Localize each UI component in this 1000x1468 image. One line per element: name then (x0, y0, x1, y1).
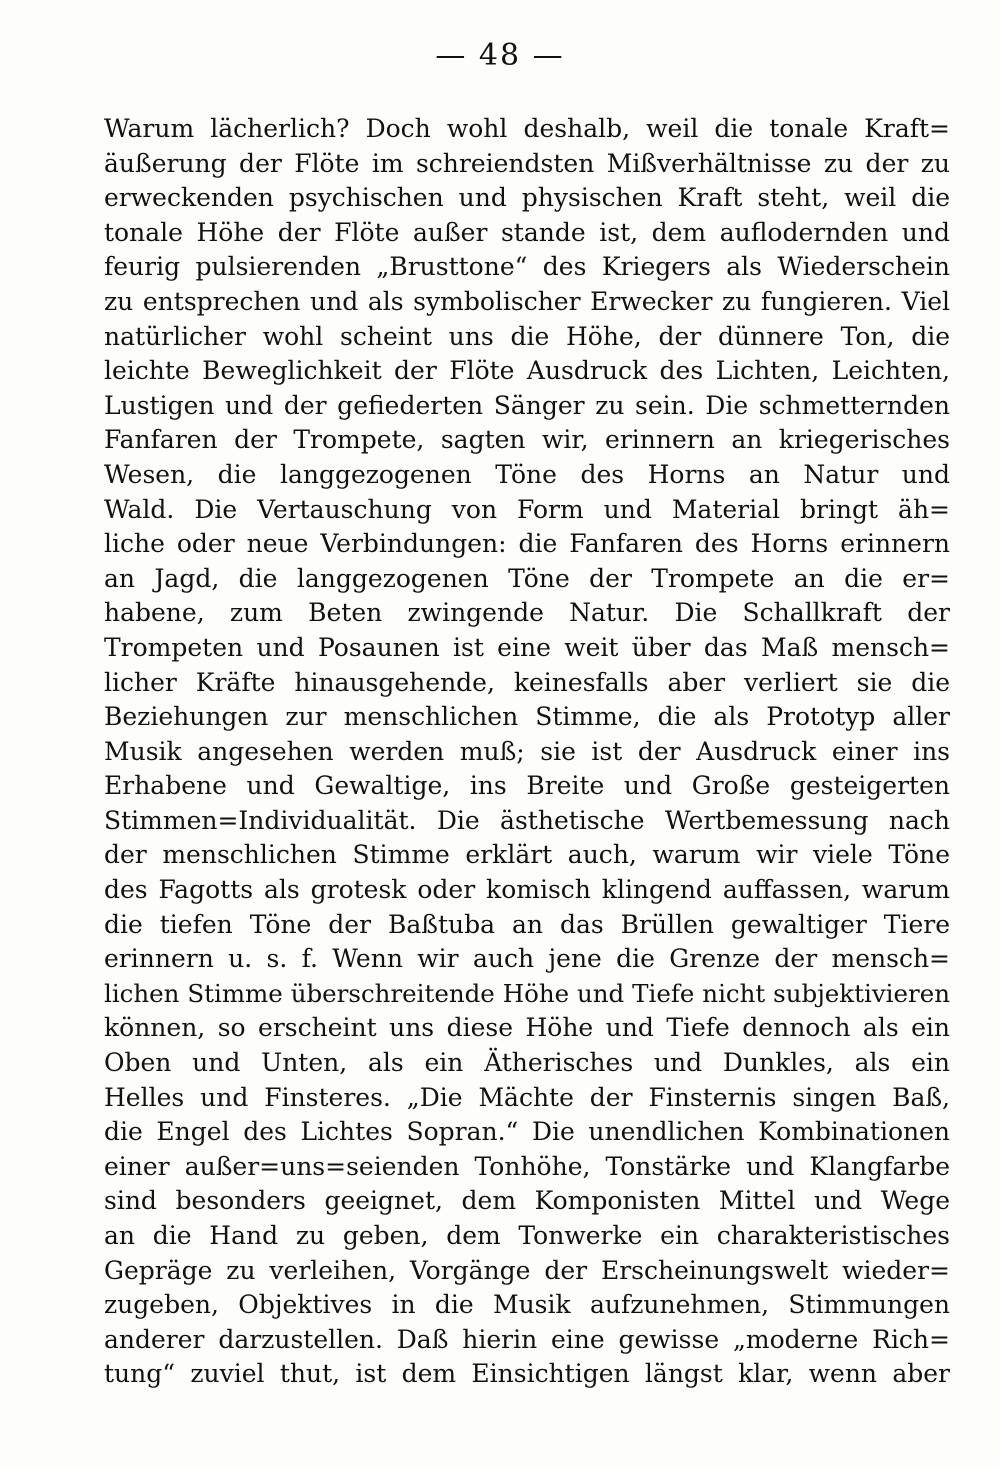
page-number: — 48 — (435, 38, 565, 73)
text-line: Trompeten und Posaunen ist eine weit über das Maß mensch= (104, 632, 950, 662)
text-line: Beziehungen zur menschlichen Stimme, die als Prototyp aller (104, 702, 950, 732)
text-line: zugeben, Objektives in die Musik aufzunehmen, Stimmungen (104, 1290, 950, 1320)
text-line: Gepräge zu verleihen, Vorgänge der Erscheinungswelt wieder= (104, 1255, 950, 1285)
text-line: leichte Beweglichkeit der Flöte Ausdruck des Lichten, Leichten, (104, 356, 950, 386)
text-line: tonale Höhe der Flöte außer stande ist, dem auflodernden und (104, 217, 950, 247)
text-line: die tiefen Töne der Baßtuba an das Brüllen gewaltiger Tiere (104, 909, 950, 939)
text-line: der menschlichen Stimme erklärt auch, warum wir viele Töne (104, 840, 950, 870)
text-line: an Jagd, die langgezogenen Töne der Trompete an die er= (104, 563, 950, 593)
text-line: erinnern u. s. f. Wenn wir auch jene die Grenze der mensch= (104, 944, 950, 974)
text-line: Wald. Die Vertauschung von Form und Material bringt äh= (104, 494, 950, 524)
text-line: können, so erscheint uns diese Höhe und Tiefe dennoch als ein (104, 1013, 950, 1043)
text-line: Stimmen=Individualität. Die ästhetische Wertbemessung nach (104, 805, 950, 835)
text-line: Oben und Unten, als ein Ätherisches und Dunkles, als ein (104, 1048, 950, 1078)
text-line: Lustigen und der gefiederten Sänger zu sein. Die schmetternden (104, 390, 950, 420)
text-line: sind besonders geeignet, dem Komponisten Mittel und Wege (104, 1186, 950, 1216)
text-line: licher Kräfte hinausgehende, keinesfalls aber verliert sie die (104, 667, 950, 697)
text-line: feurig pulsierenden „Brusttone“ des Kriegers als Wiederschein (104, 252, 950, 282)
text-line: liche oder neue Verbindungen: die Fanfaren des Horns erinnern (104, 529, 950, 559)
text-line: des Fagotts als grotesk oder komisch klingend auffassen, warum (104, 875, 950, 905)
text-line: Erhabene und Gewaltige, ins Breite und Große gesteigerten (104, 771, 950, 801)
text-line: natürlicher wohl scheint uns die Höhe, der dünnere Ton, die (104, 321, 950, 351)
text-line: Warum lächerlich? Doch wohl deshalb, weil die tonale Kraft= (104, 114, 950, 143)
text-line: äußerung der Flöte im schreiendsten Mißverhältnisse zu der zu (104, 148, 950, 178)
text-line: an die Hand zu geben, dem Tonwerke ein charakteristisches (104, 1221, 950, 1250)
text-line: habene, zum Beten zwingende Natur. Die Schallkraft der (104, 598, 950, 628)
text-line: die Engel des Lichtes Sopran.“ Die unendlichen Kombinationen (104, 1117, 950, 1147)
text-line: tung“ zuviel thut, ist dem Einsichtigen längst klar, wenn aber (104, 1359, 950, 1389)
text-line: Fanfaren der Trompete, sagten wir, erinnern an kriegerisches (104, 425, 950, 455)
text-line: lichen Stimme überschreitende Höhe und Tiefe nicht subjektivieren (104, 978, 950, 1008)
text-line: erweckenden psychischen und physischen Kraft steht, weil die (104, 183, 950, 213)
text-line: einer außer=uns=seienden Tonhöhe, Tonstärke und Klangfarbe (104, 1151, 950, 1181)
text-line: zu entsprechen und als symbolischer Erwecker zu fungieren. Viel (104, 286, 950, 316)
text-line: Helles und Finsteres. „Die Mächte der Finsternis singen Baß, (104, 1082, 950, 1112)
text-line: Musik angesehen werden muß; sie ist der Ausdruck einer ins (104, 736, 950, 766)
text-line: Wesen, die langgezogenen Töne des Horns an Natur und (104, 459, 950, 489)
text-line: anderer darzustellen. Daß hierin eine gewisse „moderne Rich= (104, 1324, 950, 1354)
body-text (104, 112, 950, 1392)
